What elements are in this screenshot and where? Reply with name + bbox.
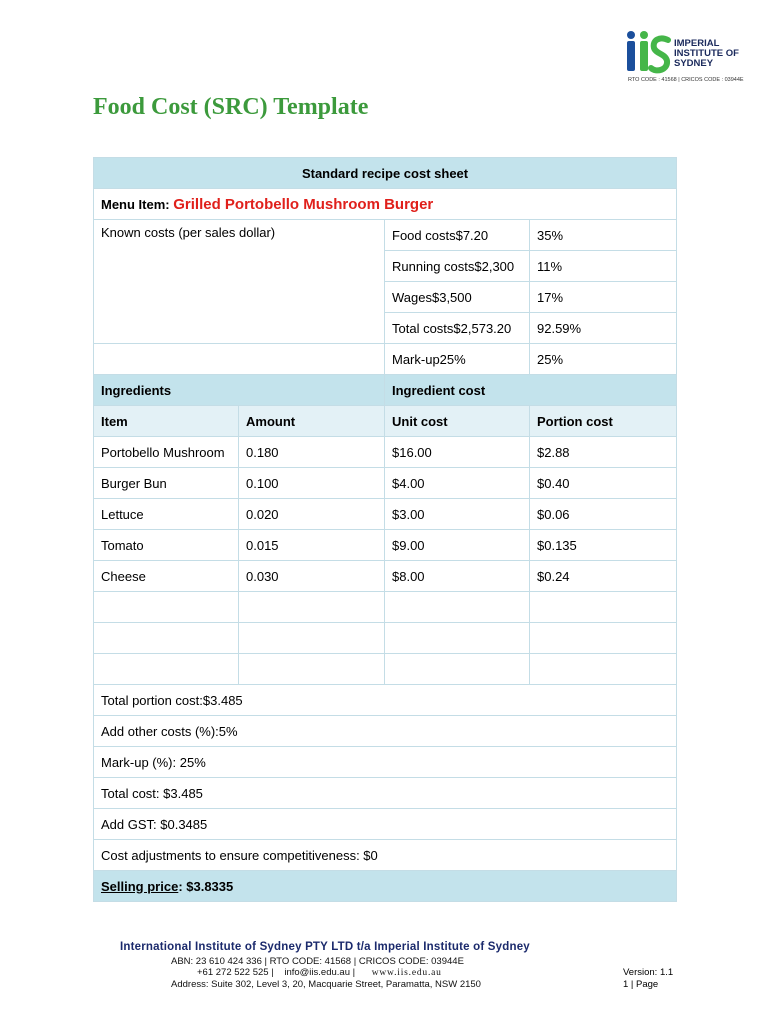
footer-abn: ABN: 23 610 424 336 | RTO CODE: 41568 | CRICOS CODE: 03944E xyxy=(171,956,464,967)
ingredient-portion-cost: $0.40 xyxy=(530,468,677,499)
ingredient-amount: 0.030 xyxy=(239,561,385,592)
ingredient-portion-cost: $0.135 xyxy=(530,530,677,561)
known-costs-label: Known costs (per sales dollar) xyxy=(94,220,385,344)
document-title: Food Cost (SRC) Template xyxy=(93,94,369,120)
ingredient-portion-cost: $0.06 xyxy=(530,499,677,530)
column-header-amount: Amount xyxy=(239,406,385,437)
column-header-item: Item xyxy=(94,406,239,437)
menu-item-cell xyxy=(94,189,677,220)
ingredient-unit-cost: $16.00 xyxy=(385,437,530,468)
empty-cell xyxy=(530,623,677,654)
ingredient-unit-cost: $9.00 xyxy=(385,530,530,561)
menu-item-row xyxy=(94,189,677,220)
ingredient-row xyxy=(94,561,677,592)
ingredient-item: Cheese xyxy=(94,561,239,592)
empty-cell xyxy=(94,654,239,685)
ingredient-unit-cost: $4.00 xyxy=(385,468,530,499)
ingredient-item: Tomato xyxy=(94,530,239,561)
empty-cell xyxy=(530,654,677,685)
selling-price-row xyxy=(94,871,677,902)
summary-mark-up: Mark-up (%): 25% xyxy=(94,747,677,778)
known-cost-row xyxy=(94,344,677,375)
institute-logo xyxy=(624,30,754,90)
footer-phone: +61 272 522 525 | xyxy=(197,967,274,978)
ingredient-amount: 0.100 xyxy=(239,468,385,499)
empty-cell xyxy=(530,592,677,623)
empty-cell xyxy=(239,623,385,654)
summary-total-portion-cost: Total portion cost:$3.485 xyxy=(94,685,677,716)
sheet-heading-row xyxy=(94,158,677,189)
empty-cell xyxy=(239,592,385,623)
menu-item-value: Grilled Portobello Mushroom Burger xyxy=(173,195,434,213)
known-cost-label: Total costs$2,573.20 xyxy=(385,313,530,344)
ingredient-unit-cost: $8.00 xyxy=(385,561,530,592)
ingredient-row xyxy=(94,530,677,561)
footer-page-number: 1 | Page xyxy=(623,979,659,990)
known-cost-pct: 11% xyxy=(530,251,677,282)
logo-codes: RTO CODE : 41568 | CRICOS CODE : 03944E xyxy=(628,77,744,83)
summary-other-costs: Add other costs (%):5% xyxy=(94,716,677,747)
summary-row xyxy=(94,778,677,809)
column-header-unit-cost: Unit cost xyxy=(385,406,530,437)
ingredient-row xyxy=(94,499,677,530)
empty-ingredient-row xyxy=(94,592,677,623)
summary-row xyxy=(94,840,677,871)
footer-address: Address: Suite 302, Level 3, 20, Macquarie Street, Paramatta, NSW 2150 xyxy=(171,979,481,990)
ingredients-label: Ingredients xyxy=(94,375,385,406)
empty-ingredient-row xyxy=(94,654,677,685)
known-cost-pct: 35% xyxy=(530,220,677,251)
empty-cell xyxy=(239,654,385,685)
empty-cell xyxy=(385,592,530,623)
summary-row xyxy=(94,809,677,840)
ingredient-item: Portobello Mushroom xyxy=(94,437,239,468)
summary-total-cost: Total cost: $3.485 xyxy=(94,778,677,809)
ingredients-section-row xyxy=(94,375,677,406)
known-cost-pct: 92.59% xyxy=(530,313,677,344)
ingredient-item: Lettuce xyxy=(94,499,239,530)
footer-website[interactable]: www.iis.edu.au xyxy=(371,968,442,978)
empty-ingredient-row xyxy=(94,623,677,654)
ingredient-amount: 0.015 xyxy=(239,530,385,561)
menu-item-label: Menu Item: xyxy=(101,196,170,212)
ingredient-portion-cost: $0.24 xyxy=(530,561,677,592)
sheet-heading: Standard recipe cost sheet xyxy=(94,158,677,189)
ingredient-cost-label: Ingredient cost xyxy=(385,375,677,406)
selling-price-value: : $3.8335 xyxy=(178,878,234,894)
column-header-portion-cost: Portion cost xyxy=(530,406,677,437)
ingredient-amount: 0.020 xyxy=(239,499,385,530)
known-cost-label: Wages$3,500 xyxy=(385,282,530,313)
logo-wordmark: IMPERIAL INSTITUTE OF SYDNEY xyxy=(674,38,739,69)
selling-price-cell xyxy=(94,871,677,902)
iis-logo-mark xyxy=(624,30,672,76)
ingredient-row xyxy=(94,468,677,499)
summary-row xyxy=(94,685,677,716)
ingredient-amount: 0.180 xyxy=(239,437,385,468)
footer-company: International Institute of Sydney PTY LTD t/a Imperial Institute of Sydney xyxy=(120,941,530,953)
known-cost-pct: 17% xyxy=(530,282,677,313)
ingredient-row xyxy=(94,437,677,468)
ingredient-unit-cost: $3.00 xyxy=(385,499,530,530)
known-cost-row xyxy=(94,220,677,251)
summary-cost-adjustments: Cost adjustments to ensure competitiveness: $0 xyxy=(94,840,677,871)
recipe-cost-sheet xyxy=(93,157,677,902)
footer-contact xyxy=(197,967,442,978)
footer-version: Version: 1.1 xyxy=(623,967,674,978)
summary-gst: Add GST: $0.3485 xyxy=(94,809,677,840)
empty-cell xyxy=(385,623,530,654)
column-header-row xyxy=(94,406,677,437)
selling-price-label: Selling price xyxy=(101,878,179,894)
ingredient-item: Burger Bun xyxy=(94,468,239,499)
summary-row xyxy=(94,716,677,747)
footer-email[interactable]: info@iis.edu.au | xyxy=(284,967,356,978)
known-cost-label: Food costs$7.20 xyxy=(385,220,530,251)
empty-cell xyxy=(385,654,530,685)
known-cost-label: Mark-up25% xyxy=(385,344,530,375)
empty-cell xyxy=(94,623,239,654)
empty-cell xyxy=(94,592,239,623)
empty-cell xyxy=(94,344,385,375)
ingredient-portion-cost: $2.88 xyxy=(530,437,677,468)
known-cost-pct: 25% xyxy=(530,344,677,375)
known-cost-label: Running costs$2,300 xyxy=(385,251,530,282)
summary-row xyxy=(94,747,677,778)
